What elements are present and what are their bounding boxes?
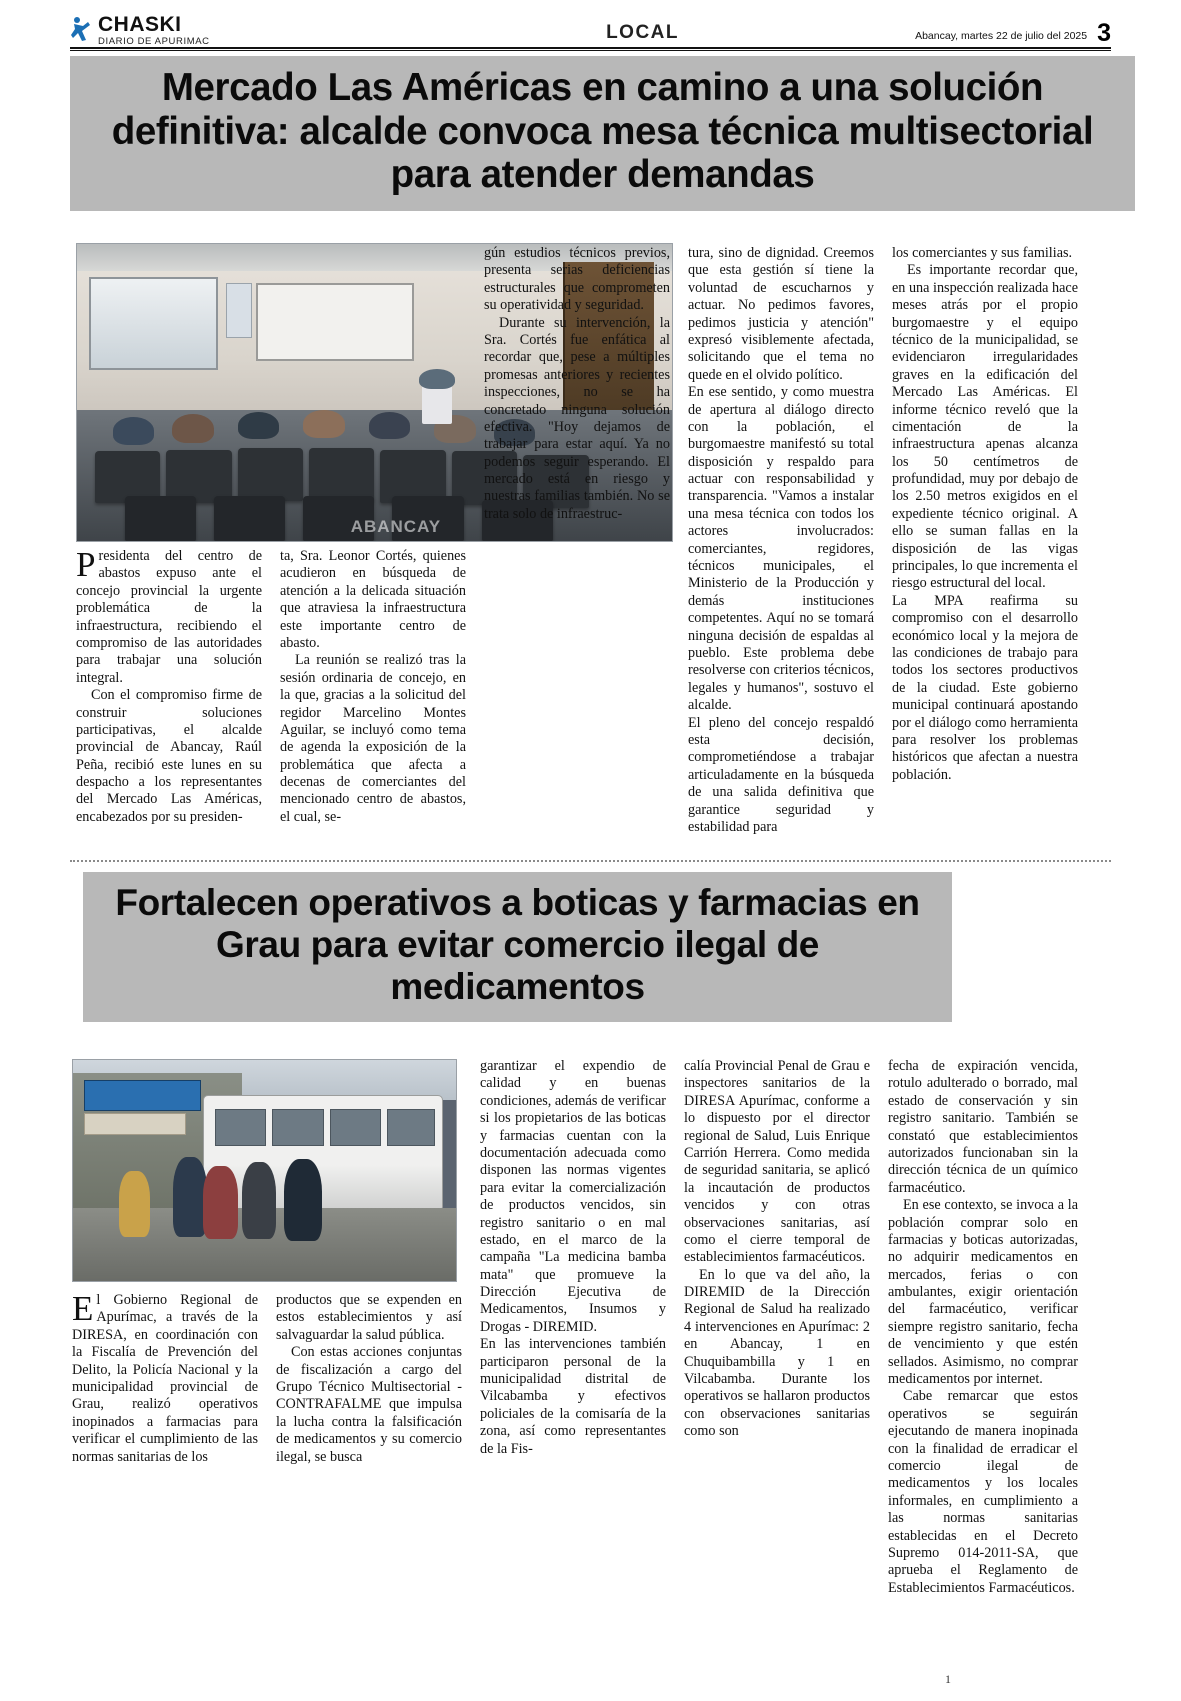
article-2-column-3 — [480, 1058, 666, 1458]
paragraph: gún estudios técnicos previos, presenta serias deficiencias estructurales que comprometen su operatividad y seguridad. — [484, 245, 670, 314]
masthead-meta — [915, 21, 1111, 46]
article-2-column-4 — [684, 1058, 870, 1441]
masthead-tagline: DIARIO DE APURIMAC — [98, 35, 210, 47]
page-number: 3 — [1097, 19, 1111, 47]
paragraph: En lo que va del año, la DIREMID de la Dirección Regional de Salud ha realizado 4 intervenciones en Apurímac: 2 en Abancay, 1 en Chuquibambilla y 1 en Vilcabamba. Durante los operativos se hallaron productos con observaciones sanitarias como son — [684, 1266, 870, 1440]
paragraph: La reunión se realizó tras la sesión ordinaria de concejo, en la que, gracias a la solicitud del regidor Marcelino Montes Aguilar, se incluyó como tema de agenda la exposición de la problemática que afecta a decenas de comerciantes del mencionado centro de abastos, el cual, se- — [280, 652, 466, 825]
masthead-logo — [70, 14, 370, 47]
paragraph: Con estas acciones conjuntas de fiscalización a cargo del Grupo Técnico Multisectorial - CONTRAFALME que impulsa la lucha contra la falsificación de medicamentos y su comercio ilegal, se busca — [276, 1344, 462, 1465]
masthead-rule-thin — [70, 50, 1111, 51]
paragraph: ta, Sra. Leonor Cortés, quienes acudieron en búsqueda de atención a la delicada situación que atraviesa la infraestructura este importante centro de abasto. — [280, 548, 466, 651]
masthead-brand: CHASKI — [98, 12, 182, 36]
article-2-column-1 — [72, 1289, 258, 1466]
paragraph: los comerciantes y sus familias. — [892, 245, 1073, 261]
paragraph: fecha de expiración vencida, rotulo adulterado o borrado, mal estado de conservación y sin registro sanitario. También se constató que establecimientos autorizados funcionaban sin la dirección técnica de un químico farmacéutico. — [888, 1058, 1078, 1196]
article-2-column-2 — [276, 1292, 462, 1466]
paragraph: Cabe remarcar que estos operativos se seguirán ejecutando de manera inopinada con la finalidad de erradicar el comercio ilegal de medicamentos y los locales informales, en cumplimiento a las normas sanitarias establecidas en el Decreto Supremo 014-2011-SA, que aprueba el Reglamento de Establecimientos Farmacéuticos. — [888, 1388, 1078, 1596]
article-1-column-2 — [280, 548, 466, 826]
chaski-runner-icon — [70, 16, 92, 42]
paragraph: Durante su intervención, la Sra. Cortés fue enfática al recordar que, pese a múltiples promesas anteriores y recientes inspecciones, no se ha concretado ninguna solución efectiva. "Hoy dejamos de trabajar para estar aquí. Ya no podemos seguir esperando. El mercado está en riesgo y nuestras familias también. No se trata solo de infraestruc- — [484, 314, 670, 522]
article-2-headline: Fortalecen operativos a boticas y farmacias en Grau para evitar comercio ilegal de medicamentos — [83, 872, 952, 1022]
article-2-photo — [72, 1059, 457, 1282]
paragraph: calía Provincial Penal de Grau e inspectores sanitarios de la DIRESA Apurímac, conforme a lo dispuesto por el director regional de Salud, Luis Enrique Carrión Herrera. Como medida de seguridad sanitaria, se aplicó la incautación de productos vencidos y con otras observaciones sanitarias, así como el cierre temporal de establecimientos farmacéuticos. — [684, 1058, 870, 1266]
masthead-section: LOCAL — [606, 22, 680, 43]
masthead-rule — [70, 47, 1111, 49]
paragraph: En las intervenciones también participaron personal de la municipalidad distrital de Vilcabamba y efectivos policiales de la comisaría de la zona, así como representantes de la Fis- — [480, 1336, 666, 1457]
article-1-column-5 — [892, 245, 1078, 784]
paragraph: garantizar el expendio de calidad y en buenas condiciones, además de verificar si los propietarios de las boticas y farmacias cuentan con la documentación adecuada como disponen las normas vigentes para evitar la comercialización de productos vencidos, sin registro sanitario o en mal estado, en el marco de la campaña "La medicina bamba mata" que promueve la Dirección Ejecutiva de Medicamentos, Insumos y Drogas - DIREMID. — [480, 1058, 666, 1335]
article-1-column-1 — [76, 545, 262, 826]
paragraph: Presidenta del centro de abastos expuso ante el concejo provincial la urgente problemática de la infraestructura, recibiendo el compromiso de las autoridades para trabajar una solución integral. — [76, 545, 262, 686]
paragraph: El pleno del concejo respaldó esta decisión, comprometiéndose a trabajar articuladamente en la búsqueda de una salida definitiva que garantice seguridad y estabilidad para — [688, 714, 874, 835]
paragraph: Con el compromiso firme de construir soluciones participativas, el alcalde provincial de Abancay, Raúl Peña, recibió este lunes en su despacho a los representantes del Mercado Las Américas, encabezados por su presiden- — [76, 687, 262, 825]
masthead — [70, 10, 1111, 46]
article-separator — [70, 860, 1111, 862]
paragraph: En ese sentido, y como muestra de apertura al diálogo directo con la población, el burgomaestre manifestó su total disposición y respaldo para actuar con responsabilidad y transparencia. "Vamos a instalar una mesa técnica con todos los actores involucrados: comerciantes, regidores, técnicos municipales, el Ministerio de la Producción y demás instituciones competentes. Aquí no se tomará ninguna decisión de espaldas al pueblo. Este problema debe resolverse con criterios técnicos, legales y humanos", sostuvo el alcalde. — [688, 384, 874, 714]
paragraph: Es importante recordar que, en una inspección realizada hace meses atrás por el propio burgomaestre y el equipo técnico de la municipalidad, se evidenciaron irregularidades graves en la edificación del Mercado Las Américas. El informe técnico reveló que la cimentación de la infraestructura apenas alcanza los 50 centímetros de profundidad, muy por debajo de los 2.50 metros exigidos en el expediente técnico original. A ello se suman fallas en la disposición de las vigas principales, lo que incrementa el riesgo estructural del local. — [892, 262, 1078, 592]
masthead-date: Abancay, martes 22 de julio del 2025 — [915, 30, 1088, 42]
article-2-column-5 — [888, 1058, 1078, 1597]
article-1-column-3 — [484, 245, 670, 523]
article-1-headline: Mercado Las Américas en camino a una solución definitiva: alcalde convoca mesa técnica multisectorial para atender demandas — [70, 56, 1135, 211]
paragraph: En ese contexto, se invoca a la población comprar solo en farmacias y boticas autorizadas, no adquirir medicamentos en mercados, ferias o con ambulantes, exigir orientación del farmacéutico, verificar siempre registro sanitario, fecha de vencimiento y que estén sellados. Asimismo, no comprar medicamentos por internet. — [888, 1197, 1078, 1388]
paragraph: La MPA reafirma su compromiso con el desarrollo económico local y la mejora de las condiciones de trabajo para todos los sectores productivos de la ciudad. Este gobierno municipal continuará apostando por el diálogo como herramienta para resolver los problemas históricos que afectan a nuestra población. — [892, 592, 1078, 783]
footer-mark: 1 — [945, 1672, 951, 1686]
paragraph: productos que se expenden en estos establecimientos y así salvaguardar la salud pública. — [276, 1292, 462, 1343]
article-1-column-4 — [688, 245, 874, 836]
paragraph: El Gobierno Regional de Apurímac, a través de la DIRESA, en coordinación con la Fiscalía de Prevención del Delito, la Policía Nacional y la municipalidad provincial de Grau, realizó operativos inopinados a farmacias para verificar el cumplimiento de las normas sanitarias de los — [72, 1289, 258, 1465]
photo-watermark: ABANCAY — [350, 517, 442, 536]
paragraph: tura, sino de dignidad. Creemos que esta gestión sí tiene la voluntad de escucharnos y actuar. No pedimos favores, pedimos justicia y atención" expresó visiblemente afectada, solicitando que el tema no quede en el olvido político. — [688, 245, 874, 383]
